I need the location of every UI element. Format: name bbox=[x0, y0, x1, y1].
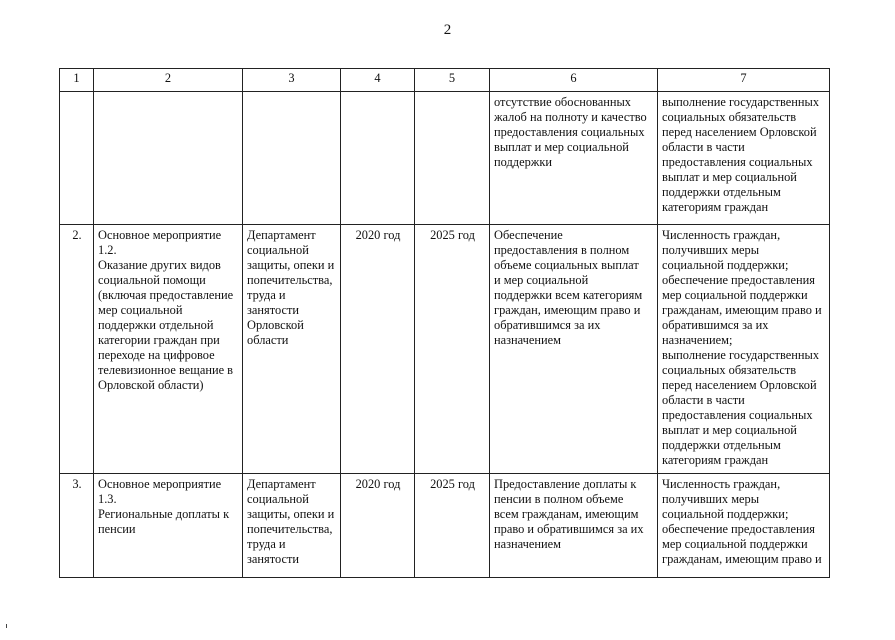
start-year-cell: 2020 год bbox=[341, 474, 415, 578]
cell-text-line: категории граждан при bbox=[98, 333, 220, 347]
page-number: 2 bbox=[443, 22, 452, 38]
cell-text-line: категориям граждан bbox=[662, 200, 769, 214]
cell-text-line: поддержки отдельным bbox=[662, 185, 781, 199]
cell-text-line: Орловской области) bbox=[98, 378, 204, 392]
expected-result-cell bbox=[490, 474, 658, 578]
cell-text-line: назначением; bbox=[662, 333, 733, 347]
cell-text-line: социальной поддержки; bbox=[662, 507, 789, 521]
cell-text-line: назначением bbox=[494, 333, 561, 347]
cell-text-line: обеспечение предоставления bbox=[662, 273, 815, 287]
cell-text-line: 1.3. bbox=[98, 492, 117, 506]
cell-text-line: мер социальной поддержки bbox=[662, 537, 808, 551]
cell-text-line: социальных обязательств bbox=[662, 110, 797, 124]
scan-speck bbox=[6, 624, 7, 628]
cell-text-line: переходе на цифровое bbox=[98, 348, 215, 362]
cell-text-line: гражданам, имеющим право и bbox=[662, 303, 822, 317]
cell-text-line: обратившимся за их bbox=[662, 318, 769, 332]
cell-text-line: Численность граждан, bbox=[662, 228, 781, 242]
end-year-cell: 2025 год bbox=[415, 225, 490, 474]
expected-result-cell bbox=[490, 92, 658, 225]
cell-text-line: области в части bbox=[662, 393, 745, 407]
executor-cell bbox=[243, 92, 341, 225]
cell-text-line: мер социальной поддержки bbox=[662, 288, 808, 302]
cell-text-line: и мер социальной bbox=[494, 273, 589, 287]
cell-text-line: Предоставление доплаты к bbox=[494, 477, 637, 491]
cell-text-line: предоставления социальных bbox=[662, 408, 813, 422]
cell-text-line: социальной bbox=[247, 492, 309, 506]
measure-cell bbox=[94, 225, 243, 474]
row-number-cell: 2. bbox=[60, 225, 94, 474]
expected-result-cell bbox=[490, 225, 658, 474]
cell-text-line: выплат и мер социальной bbox=[494, 140, 629, 154]
cell-text-line: Орловской bbox=[247, 318, 304, 332]
cell-text-line: занятости bbox=[247, 303, 300, 317]
cell-text-line: право и обратившимся за их bbox=[494, 522, 644, 536]
cell-text-line: Департамент bbox=[247, 477, 316, 491]
cell-text-line: предоставления в полном bbox=[494, 243, 630, 257]
cell-text-line: поддержки bbox=[494, 155, 552, 169]
cell-text-line: социальной поддержки; bbox=[662, 258, 789, 272]
cell-text-line: социальных обязательств bbox=[662, 363, 797, 377]
cell-text-line: телевизионное вещание в bbox=[98, 363, 234, 377]
cell-text-line: поддержки отдельной bbox=[98, 318, 214, 332]
cell-text-line: занятости bbox=[247, 552, 300, 566]
end-year-cell: 2025 год bbox=[415, 474, 490, 578]
cell-text-line: получивших меры bbox=[662, 243, 760, 257]
executor-cell bbox=[243, 474, 341, 578]
cell-text-line: перед населением Орловской bbox=[662, 378, 817, 392]
header-cell: 5 bbox=[415, 69, 490, 92]
cell-text-line: мер социальной bbox=[98, 303, 183, 317]
cell-text-line: Численность граждан, bbox=[662, 477, 781, 491]
start-year-cell: 2020 год bbox=[341, 225, 415, 474]
table-header-row bbox=[60, 69, 830, 92]
end-year-cell bbox=[415, 92, 490, 225]
row-number-cell bbox=[60, 92, 94, 225]
cell-text-line: выплат и мер социальной bbox=[662, 423, 797, 437]
cell-text-line: области в части bbox=[662, 140, 745, 154]
cell-text-line: труда и bbox=[247, 537, 286, 551]
cell-text-line: объеме социальных выплат bbox=[494, 258, 639, 272]
cell-text-line: поддержки всем категориям bbox=[494, 288, 643, 302]
cell-text-line: поддержки отдельным bbox=[662, 438, 781, 452]
cell-text-line: назначением bbox=[494, 537, 561, 551]
header-cell: 3 bbox=[243, 69, 341, 92]
header-cell: 1 bbox=[60, 69, 94, 92]
cell-text-line: выполнение государственных bbox=[662, 95, 820, 109]
measure-cell bbox=[94, 92, 243, 225]
cell-text-line: труда и bbox=[247, 288, 286, 302]
indicator-cell bbox=[658, 474, 830, 578]
cell-text-line: обратившимся за их bbox=[494, 318, 601, 332]
executor-cell bbox=[243, 225, 341, 474]
header-cell: 6 bbox=[490, 69, 658, 92]
program-table bbox=[59, 68, 830, 578]
measure-cell bbox=[94, 474, 243, 578]
cell-text-line: жалоб на полноту и качество bbox=[494, 110, 647, 124]
cell-text-line: Департамент bbox=[247, 228, 316, 242]
cell-text-line: граждан, имеющим право и bbox=[494, 303, 641, 317]
cell-text-line: предоставления социальных bbox=[662, 155, 813, 169]
table-row bbox=[60, 474, 830, 578]
cell-text-line: пенсии bbox=[98, 522, 136, 536]
indicator-cell bbox=[658, 92, 830, 225]
cell-text-line: Основное мероприятие bbox=[98, 228, 222, 242]
indicator-cell bbox=[658, 225, 830, 474]
cell-text-line: обеспечение предоставления bbox=[662, 522, 815, 536]
cell-text-line: отсутствие обоснованных bbox=[494, 95, 631, 109]
cell-text-line: выполнение государственных bbox=[662, 348, 820, 362]
cell-text-line: всем гражданам, имеющим bbox=[494, 507, 639, 521]
cell-text-line: категориям граждан bbox=[662, 453, 769, 467]
table-row bbox=[60, 92, 830, 225]
cell-text-line: Основное мероприятие bbox=[98, 477, 222, 491]
cell-text-line: выплат и мер социальной bbox=[662, 170, 797, 184]
cell-text-line: защиты, опеки и bbox=[247, 258, 335, 272]
cell-text-line: 1.2. bbox=[98, 243, 117, 257]
cell-text-line: попечительства, bbox=[247, 522, 333, 536]
header-cell: 2 bbox=[94, 69, 243, 92]
cell-text-line: области bbox=[247, 333, 289, 347]
row-number-cell: 3. bbox=[60, 474, 94, 578]
cell-text-line: пенсии в полном объеме bbox=[494, 492, 624, 506]
cell-text-line: предоставления социальных bbox=[494, 125, 645, 139]
header-cell: 7 bbox=[658, 69, 830, 92]
header-cell: 4 bbox=[341, 69, 415, 92]
cell-text-line: получивших меры bbox=[662, 492, 760, 506]
cell-text-line: Оказание других видов bbox=[98, 258, 221, 272]
cell-text-line: защиты, опеки и bbox=[247, 507, 335, 521]
cell-text-line: гражданам, имеющим право и bbox=[662, 552, 822, 566]
cell-text-line: попечительства, bbox=[247, 273, 333, 287]
cell-text-line: Региональные доплаты к bbox=[98, 507, 230, 521]
table-row bbox=[60, 225, 830, 474]
cell-text-line: социальной bbox=[247, 243, 309, 257]
start-year-cell bbox=[341, 92, 415, 225]
cell-text-line: (включая предоставление bbox=[98, 288, 234, 302]
cell-text-line: перед населением Орловской bbox=[662, 125, 817, 139]
cell-text-line: Обеспечение bbox=[494, 228, 563, 242]
cell-text-line: социальной помощи bbox=[98, 273, 206, 287]
